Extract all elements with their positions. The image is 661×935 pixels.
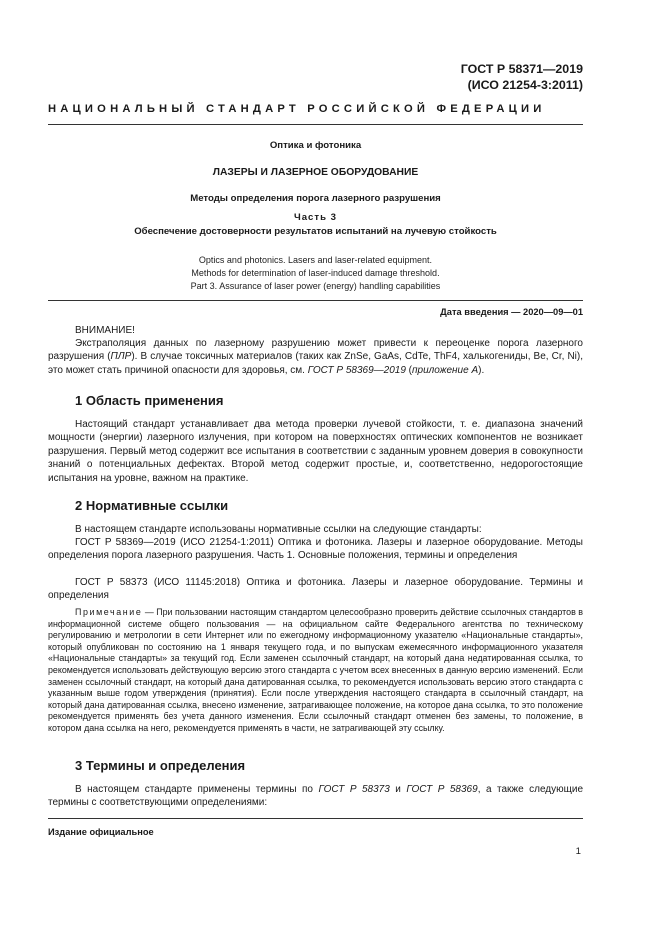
english-title-line: Optics and photonics. Lasers and laser-related equipment. — [198, 255, 433, 265]
warning-text — [48, 337, 583, 377]
top-divider — [48, 124, 583, 125]
section-1-text: Настоящий стандарт устанавливает два метода проверки лучевой стойкости, т. е. диапазона значений мощности (энергии) лазерного излучения, при котором на поверхностях оптических компонентов не возникает разрушения. Первый метод содержит все испытания в соответствии с заданным уровнем доверия в совокупности знаний о потенциальных дефектах. Второй метод содержит простые, и, соответственно, недорогостоящие испытания на уровне, важном на практике. — [48, 419, 583, 484]
title-part-subtitle: Обеспечение достоверности результатов испытаний на лучевую стойкость — [134, 226, 497, 237]
warning-text-part: ). В случае токсичных материалов (таких как ZnSe, GaAs, CdTe, ThF4, халькогениды, Be, Cr, Ni), это может стать причиной опасности для здоровья, см. — [48, 351, 583, 376]
official-edition-label: Издание официальное — [48, 827, 154, 837]
section-2-intro: В настоящем стандарте использованы нормативные ссылки на следующие стандарты: — [75, 524, 482, 535]
section-2-note — [48, 607, 583, 735]
warning-label: ВНИМАНИЕ! — [75, 325, 135, 336]
warning-text-part: ( — [405, 364, 412, 376]
section-3-text — [48, 783, 583, 810]
normative-reference-2: ГОСТ Р 58373 (ИСО 11145:2018) Оптика и фотоника. Лазеры и лазерное оборудование. Термины и определения — [48, 577, 583, 602]
normative-reference-1: ГОСТ Р 58369—2019 (ИСО 21254-1:2011) Оптика и фотоника. Лазеры и лазерное оборудование. Методы определения порога лазерного разрушения. Часть 1. Основные положения, термины и определения — [48, 537, 583, 562]
section-3-text-part: В настоящем стандарте применены термины по — [75, 784, 319, 795]
english-title-line: Part 3. Assurance of laser power (energy) handling capabilities — [190, 281, 441, 292]
section-3-ref: ГОСТ Р 58373 — [318, 784, 390, 795]
title-divider — [48, 300, 583, 301]
section-3-text-part: , а также следующие термины с соответствующими определениями: — [48, 784, 584, 809]
page-number: 1 — [575, 846, 581, 857]
title-optics: Оптика и фотоника — [269, 140, 362, 151]
standard-number: ГОСТ Р 58371—2019 — [460, 62, 583, 76]
national-standard-heading: НАЦИОНАЛЬНЫЙ СТАНДАРТ РОССИЙСКОЙ ФЕДЕРАЦИИ — [48, 103, 546, 115]
title-part: Часть 3 — [293, 212, 337, 223]
note-label: Примечание — [75, 607, 143, 617]
warning-annex: приложение А — [412, 364, 479, 376]
introduction-date: Дата введения — 2020—09—01 — [440, 307, 583, 317]
title-methods: Методы определения порога лазерного разрушения — [190, 193, 441, 204]
title-main: ЛАЗЕРЫ И ЛАЗЕРНОЕ ОБОРУДОВАНИЕ — [212, 167, 419, 178]
english-title — [48, 254, 583, 294]
iso-number: (ИСО 21254-3:2011) — [467, 78, 583, 92]
section-3-ref: ГОСТ Р 58369 — [406, 784, 478, 795]
footer-divider — [48, 818, 583, 819]
warning-ref: ГОСТ Р 58369—2019 — [307, 364, 406, 376]
section-1-heading: 1 Область применения — [75, 393, 224, 408]
warning-text-part: Экстраполяция данных по лазерному разрушению может привести к переоценке порога лазерного разрушения ( — [48, 338, 583, 363]
note-text: — При пользовании настоящим стандартом целесообразно проверить действие ссылочных стандартов в информационной системе общего пользования — на официальном сайте Федерального агентства по техническому регулированию и метрологии в сети Интернет или по ежегодному информационному указателю «Национальные стандарты», который опубликован по состоянию на 1 января текущего года, и по выпускам ежемесячного информационного указателя «Национальные стандарты» за текущий год. Если заменен ссылочный стандарт, на который дана недатированная ссылка, то рекомендуется использовать действующую версию этого стандарта с учетом всех внесенных в данную версию изменений. Если заменен ссылочный стандарт, на который дана датированная ссылка, то рекомендуется использовать версию этого стандарта с указанным выше годом утверждения (принятия). Если после утверждения настоящего стандарта в ссылочный стандарт, на который дана датированная ссылка, внесено изменение, затрагивающее положение, на которое дана ссылка, то это положение рекомендуется применять без учета данного изменения. Если ссылочный стандарт отменен без замены, то положение, в котором дана ссылка на него, рекомендуется применять в части, не затрагивающей эту ссылку. — [48, 607, 583, 733]
warning-abbr: ПЛР — [110, 351, 132, 363]
section-2-heading: 2 Нормативные ссылки — [75, 498, 229, 513]
warning-text-part: ). — [478, 364, 485, 376]
section-3-text-part: и — [389, 784, 407, 795]
section-3-heading: 3 Термины и определения — [75, 758, 246, 773]
english-title-line: Methods for determination of laser-induced damage threshold. — [191, 268, 440, 279]
